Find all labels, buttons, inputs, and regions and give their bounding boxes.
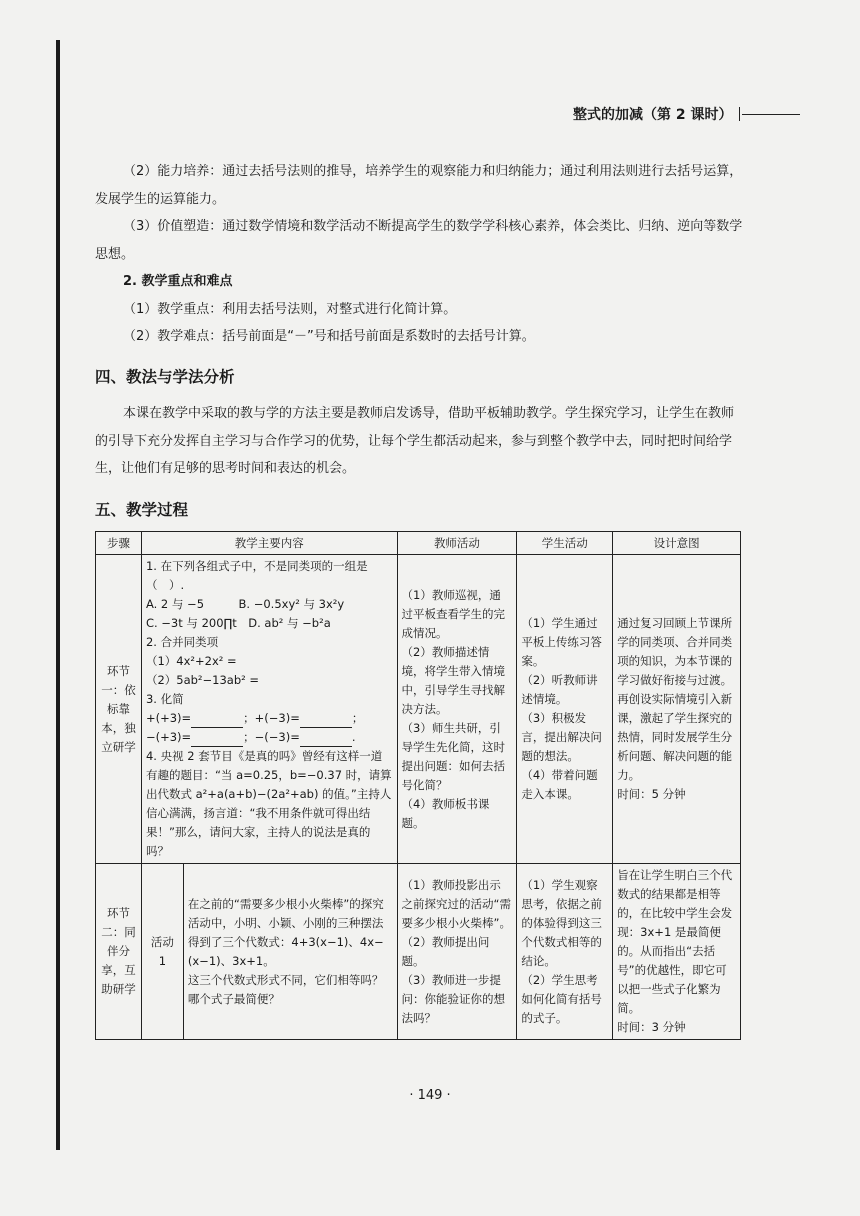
content-line: （2）5ab²−13ab² = — [145, 673, 260, 687]
teaching-process-table — [95, 531, 741, 1040]
header-design: 设计意图 — [613, 532, 741, 555]
subheading-key-points: 2. 教学重点和难点 — [123, 274, 233, 289]
design-cell — [613, 864, 741, 1040]
header-teacher: 教师活动 — [397, 532, 517, 555]
simplify-line-1: +(+3)= ；+(−3)= ； — [146, 709, 393, 728]
activity-cell: 活动 1 — [141, 864, 183, 1040]
teacher-line: （3）教师进一步提问：你能验证你的想法吗？ — [401, 972, 506, 1025]
page-body — [95, 158, 745, 1040]
paragraph-key-point: （1）教学重点：利用去括号法则，对整式进行化简计算。 — [123, 301, 457, 317]
step-cell: 环节二：同伴分享，互助研学 — [96, 864, 142, 1040]
binding-edge — [56, 40, 60, 1150]
content-line: 2. 合并同类项 — [145, 635, 219, 649]
teacher-cell — [397, 555, 517, 864]
paragraph-value: （3）价值塑造：通过数学情境和数学活动不断提高学生的数学学科核心素养，体会类比、归纳、逆向等数学思想。 — [95, 219, 743, 262]
student-line: （2）听教师讲述情境。 — [521, 673, 598, 706]
content-cell — [183, 864, 397, 1040]
design-line: 再创设实际情境引入新课，激起了学生探究的热情，同时发展学生分析问题、解决问题的能力。 — [617, 692, 733, 782]
section-4-text: 本课在教学中采取的教与学的方法主要是教师启发诱导，借助平板辅助教学。学生探究学习，让学生在教师的引导下充分发挥自主学习与合作学习的优势，让每个学生都活动起来，参与到整个教学中去，同时把时间给学生，让他们有足够的思考时间和表达的机会。 — [95, 406, 735, 476]
teacher-line: （1）教师投影出示之前探究过的活动“需要多少根小火柴棒”。 — [401, 877, 512, 930]
student-line: （3）积极发言，提出解决问题的想法。 — [521, 711, 602, 763]
answer-blank — [191, 714, 243, 728]
student-line: （1）学生通过平板上传练习答案。 — [521, 616, 602, 668]
content-line: C. −3t 与 200∏t D. ab² 与 −b²a — [145, 616, 331, 630]
header-divider — [739, 107, 741, 121]
paragraph-ability: （2）能力培养：通过去括号法则的推导，培养学生的观察能力和归纳能力；通过利用法则进行去括号运算，发展学生的运算能力。 — [95, 164, 743, 207]
teacher-line: （1）教师巡视，通过平板查看学生的完成情况。 — [401, 587, 506, 640]
design-line: 通过复习回顾上节课所学的同类项、合并同类项的知识，为本节课的学习做好衔接与过渡。 — [617, 616, 733, 687]
table-row — [96, 555, 741, 864]
student-cell — [517, 864, 613, 1040]
content-line: 1. 在下列各组式子中，不是同类项的一组是（ ）. — [145, 559, 368, 592]
simplify-line-2: −(+3)= ；−(−3)= . — [146, 728, 393, 747]
design-cell — [613, 555, 741, 864]
teacher-line: （2）教师描述情境，将学生带入情境中，引导学生寻找解决方法。 — [401, 644, 506, 716]
answer-blank — [191, 733, 243, 747]
content-line: 3. 化简 — [145, 692, 184, 706]
teacher-line: （4）教师板书课题。 — [401, 796, 490, 830]
header-step: 步骤 — [96, 532, 142, 555]
content-cell — [141, 555, 397, 864]
step-cell: 环节一：依标靠本，独立研学 — [96, 555, 142, 864]
table-header-row — [96, 532, 741, 555]
header-rule — [742, 114, 800, 115]
student-line: （2）学生思考如何化简有括号的式子。 — [521, 972, 602, 1025]
table-row — [96, 864, 741, 1040]
content-line: 在之前的“需要多少根小火柴棒”的探究活动中，小明、小颖、小刚的三种摆法得到了三个代数式：4+3(x−1)、4x−(x−1)、3x+1。 — [187, 896, 384, 968]
design-line: 旨在让学生明白三个代数式的结果都是相等的，在比较中学生会发现：3x+1 是最简便的。从而指出“去括号”的优越性，即它可以把一些式子化繁为简。 — [617, 868, 733, 1015]
page-number: · 149 · — [409, 1088, 451, 1103]
student-line: （1）学生观察思考，依据之前的体验得到这三个代数式相等的结论。 — [521, 877, 602, 968]
design-line: 时间：3 分钟 — [617, 1020, 686, 1034]
paragraph-difficulty: （2）教学难点：括号前面是“－”号和括号前面是系数时的去括号计算。 — [123, 329, 535, 344]
running-header-title: 整式的加减（第 2 课时） — [573, 107, 733, 123]
section-4-heading: 四、教法与学法分析 — [95, 367, 235, 386]
content-line: 4. 央视 2 套节目《是真的吗》曾经有这样一道有趣的题目：“当 a=0.25，b=−0.37 时，请算出代数式 a²+a(a+b)−(2a²+ab) 的值。”主持人信心满满，扬言道：“我不用条件就可得出结果！”那么，请问大家，主持人的说法是真的吗？ — [145, 749, 392, 858]
student-cell — [517, 555, 613, 864]
answer-blank — [300, 714, 352, 728]
running-header — [573, 104, 800, 124]
answer-blank — [300, 733, 352, 747]
header-student: 学生活动 — [517, 532, 613, 555]
student-line: （4）带着问题走入本课。 — [521, 768, 598, 801]
teacher-line: （2）教师提出问题。 — [401, 934, 490, 968]
content-line: （1）4x²+2x² = — [145, 654, 237, 668]
content-line: 这三个代数式形式不同，它们相等吗？哪个式子最简便？ — [187, 972, 384, 1006]
teacher-line: （3）师生共研，引导学生先化简，这时提出问题：如何去括号化简？ — [401, 720, 506, 792]
teacher-cell — [397, 864, 517, 1040]
header-content: 教学主要内容 — [141, 532, 397, 555]
content-line: A. 2 与 −5 B. −0.5xy² 与 3x²y — [145, 597, 345, 611]
design-line: 时间：5 分钟 — [617, 787, 686, 801]
section-5-heading: 五、教学过程 — [95, 500, 189, 519]
